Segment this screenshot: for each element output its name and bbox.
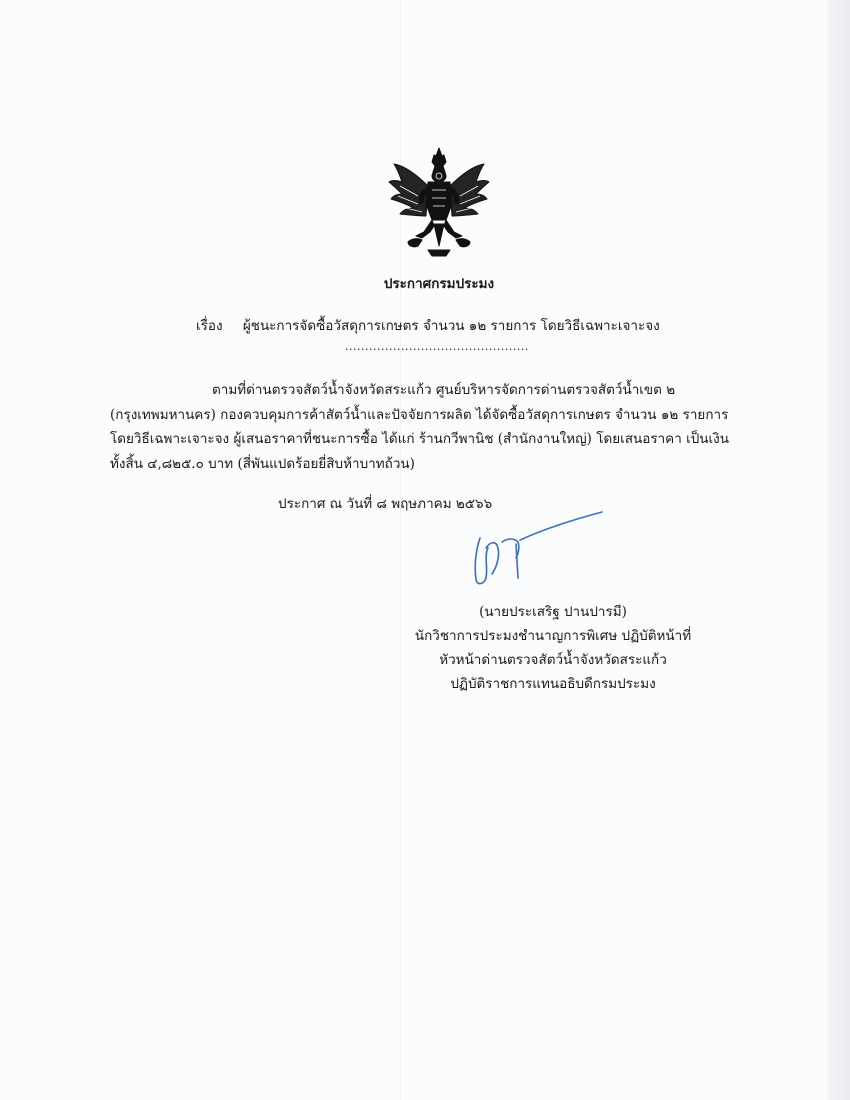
signatory-office: หัวหน้าด่านตรวจสัตว์น้ำจังหวัดสระแก้ว	[439, 652, 667, 668]
body-line: ตามที่ด่านตรวจสัตว์น้ำจังหวัดสระแก้ว ศูนย์บริหารจัดการด่านตรวจสัตว์น้ำเขต ๒	[212, 382, 676, 398]
separator-dots: ..............................................	[345, 340, 529, 353]
subject-label: เรื่อง	[196, 318, 223, 334]
subject-line	[196, 314, 660, 336]
announcement-date: ประกาศ ณ วันที่ ๘ พฤษภาคม ๒๕๖๖	[278, 496, 493, 512]
announcement-body	[110, 378, 738, 476]
announcement-title: ประกาศกรมประมง	[383, 276, 495, 292]
body-line: ทั้งสิ้น ๔,๘๒๕.๐ บาท (สี่พันแปดร้อยยี่สิบห้าบาทถ้วน)	[110, 455, 415, 472]
handwritten-signature	[462, 508, 612, 593]
signatory-name: (นายประเสริฐ ปานปารมี)	[479, 604, 627, 620]
signature-block	[368, 600, 738, 696]
subject-text: ผู้ชนะการจัดซื้อวัสดุการเกษตร จำนวน ๑๒ รายการ โดยวิธีเฉพาะเจาะจง	[242, 318, 660, 334]
signatory-acting: ปฏิบัติราชการแทนอธิบดีกรมประมง	[450, 676, 656, 692]
page-edge	[828, 0, 850, 1100]
signatory-position: นักวิชาการประมงชำนาญการพิเศษ ปฏิบัติหน้าที่	[414, 628, 692, 644]
body-line: (กรุงเทพมหานคร) กองควบคุมการค้าสัตว์น้ำและปัจจัยการผลิต ได้จัดซื้อวัสดุการเกษตร จำนวน ๑๒ รายการ	[110, 406, 729, 423]
body-line: โดยวิธีเฉพาะเจาะจง ผู้เสนอราคาที่ชนะการซื้อ ได้แก่ ร้านกวีพานิช (สำนักงานใหญ่) โดยเสนอราคา เป็นเงิน	[110, 431, 729, 447]
garuda-emblem-icon	[388, 146, 490, 258]
